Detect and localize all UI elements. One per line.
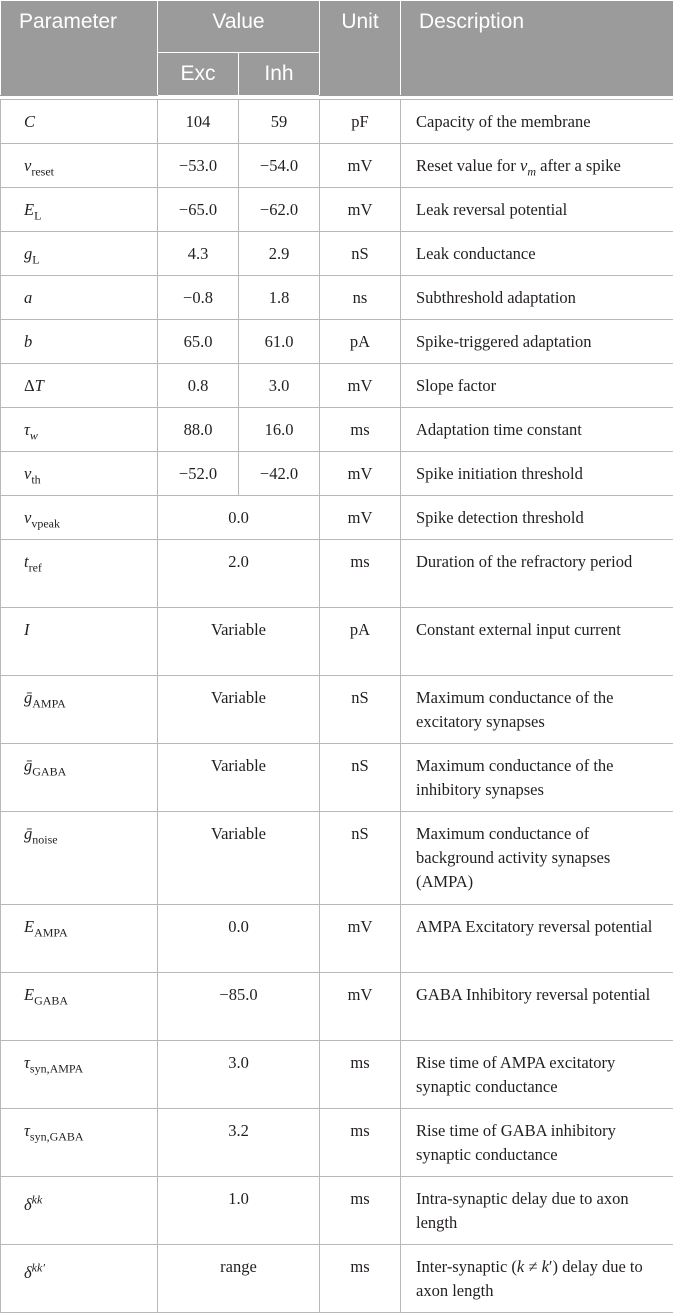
table-row (1, 1177, 673, 1245)
description: Maximum conductance of the inhibitory synapses (401, 744, 673, 812)
exc-value: −52.0 (158, 452, 239, 496)
unit: mV (320, 496, 401, 540)
unit: nS (320, 812, 401, 905)
shared-value: 3.0 (158, 1041, 320, 1109)
inh-value: 1.8 (239, 276, 320, 320)
header-exc: Exc (158, 53, 239, 96)
param-name: ḡ$_{noise}$ (1, 812, 158, 905)
description: Spike detection threshold (401, 496, 673, 540)
header-description: Description (401, 1, 673, 96)
inh-value: 2.9 (239, 232, 320, 276)
param-name: $g_L$ (1, 232, 158, 276)
table-row (1, 973, 673, 1041)
param-name: I (1, 608, 158, 676)
unit: ms (320, 540, 401, 608)
description: Constant external input current (401, 608, 673, 676)
table-row (1, 812, 673, 905)
shared-value: −85.0 (158, 973, 320, 1041)
inh-value: −62.0 (239, 188, 320, 232)
unit: mV (320, 452, 401, 496)
description: Rise time of GABA inhibitory synaptic conductance (401, 1109, 673, 1177)
shared-value: range (158, 1245, 320, 1313)
shared-value: 0.0 (158, 905, 320, 973)
exc-value: 65.0 (158, 320, 239, 364)
inh-value: −42.0 (239, 452, 320, 496)
inh-value: 61.0 (239, 320, 320, 364)
unit: mV (320, 188, 401, 232)
table-row (1, 100, 673, 144)
description: GABA Inhibitory reversal potential (401, 973, 673, 1041)
table-row (1, 676, 673, 744)
param-name: C (1, 100, 158, 144)
unit: mV (320, 973, 401, 1041)
description: Spike initiation threshold (401, 452, 673, 496)
unit: pA (320, 320, 401, 364)
shared-value: 1.0 (158, 1177, 320, 1245)
table-header (1, 1, 673, 96)
exc-value: −65.0 (158, 188, 239, 232)
description: Leak conductance (401, 232, 673, 276)
param-name: $\tau_{syn,GABA}$ (1, 1109, 158, 1177)
exc-value: 0.8 (158, 364, 239, 408)
header-value: Value (158, 1, 320, 53)
param-name: ḡ$_{AMPA}$ (1, 676, 158, 744)
unit: mV (320, 905, 401, 973)
exc-value: 104 (158, 100, 239, 144)
inh-value: 16.0 (239, 408, 320, 452)
description: Leak reversal potential (401, 188, 673, 232)
table-row (1, 744, 673, 812)
exc-value: 88.0 (158, 408, 239, 452)
exc-value: 4.3 (158, 232, 239, 276)
unit: pA (320, 608, 401, 676)
description: AMPA Excitatory reversal potential (401, 905, 673, 973)
table-row (1, 905, 673, 973)
description: Intra-synaptic delay due to axon length (401, 1177, 673, 1245)
description: Slope factor (401, 364, 673, 408)
description: Duration of the refractory period (401, 540, 673, 608)
table-row (1, 276, 673, 320)
description: Spike-triggered adaptation (401, 320, 673, 364)
param-name: ḡ$_{GABA}$ (1, 744, 158, 812)
param-name: $v_{reset}$ (1, 144, 158, 188)
description: Maximum conductance of the excitatory synapses (401, 676, 673, 744)
description: Subthreshold adaptation (401, 276, 673, 320)
param-name: b (1, 320, 158, 364)
description: Maximum conductance of background activity synapses (AMPA) (401, 812, 673, 905)
inh-value: 59 (239, 100, 320, 144)
exc-value: −53.0 (158, 144, 239, 188)
table-row (1, 188, 673, 232)
exc-value: −0.8 (158, 276, 239, 320)
table-row (1, 364, 673, 408)
shared-value: Variable (158, 744, 320, 812)
param-name: $\delta^{kk}$ (1, 1177, 158, 1245)
shared-value: Variable (158, 676, 320, 744)
inh-value: 3.0 (239, 364, 320, 408)
unit: ms (320, 1245, 401, 1313)
table-row (1, 144, 673, 188)
unit: nS (320, 232, 401, 276)
table-row (1, 1041, 673, 1109)
param-name: $E_{AMPA}$ (1, 905, 158, 973)
inh-value: −54.0 (239, 144, 320, 188)
table-row (1, 540, 673, 608)
param-name: $\delta^{kk'}$ (1, 1245, 158, 1313)
param-name: $v_{th}$ (1, 452, 158, 496)
shared-value: Variable (158, 608, 320, 676)
header-inh: Inh (239, 53, 320, 96)
param-name: $v_{vpeak}$ (1, 496, 158, 540)
shared-value: 3.2 (158, 1109, 320, 1177)
unit: nS (320, 744, 401, 812)
unit: mV (320, 144, 401, 188)
description: Reset value for $v_m$ after a spike (401, 144, 673, 188)
table-row (1, 1245, 673, 1313)
param-name: a (1, 276, 158, 320)
param-name: ΔT (1, 364, 158, 408)
shared-value: 2.0 (158, 540, 320, 608)
param-name: $t_{ref}$ (1, 540, 158, 608)
unit: ms (320, 1041, 401, 1109)
unit: mV (320, 364, 401, 408)
description: Rise time of AMPA excitatory synaptic conductance (401, 1041, 673, 1109)
unit: ms (320, 408, 401, 452)
table-row (1, 608, 673, 676)
description: Inter-synaptic (k ≠ k′) delay due to axon length (401, 1245, 673, 1313)
param-name: $E_L$ (1, 188, 158, 232)
unit: ms (320, 1177, 401, 1245)
param-name: $\tau_{syn,AMPA}$ (1, 1041, 158, 1109)
table-row (1, 496, 673, 540)
table-row (1, 1109, 673, 1177)
unit: ns (320, 276, 401, 320)
param-name: $E_{GABA}$ (1, 973, 158, 1041)
shared-value: 0.0 (158, 496, 320, 540)
table-row (1, 408, 673, 452)
header-parameter: Parameter (1, 1, 158, 96)
description: Capacity of the membrane (401, 100, 673, 144)
table-body (1, 96, 673, 1313)
param-name: $\tau_w$ (1, 408, 158, 452)
description: Adaptation time constant (401, 408, 673, 452)
table-row (1, 232, 673, 276)
table-row (1, 452, 673, 496)
table-row (1, 320, 673, 364)
header-unit: Unit (320, 1, 401, 96)
unit: nS (320, 676, 401, 744)
unit: ms (320, 1109, 401, 1177)
unit: pF (320, 100, 401, 144)
shared-value: Variable (158, 812, 320, 905)
